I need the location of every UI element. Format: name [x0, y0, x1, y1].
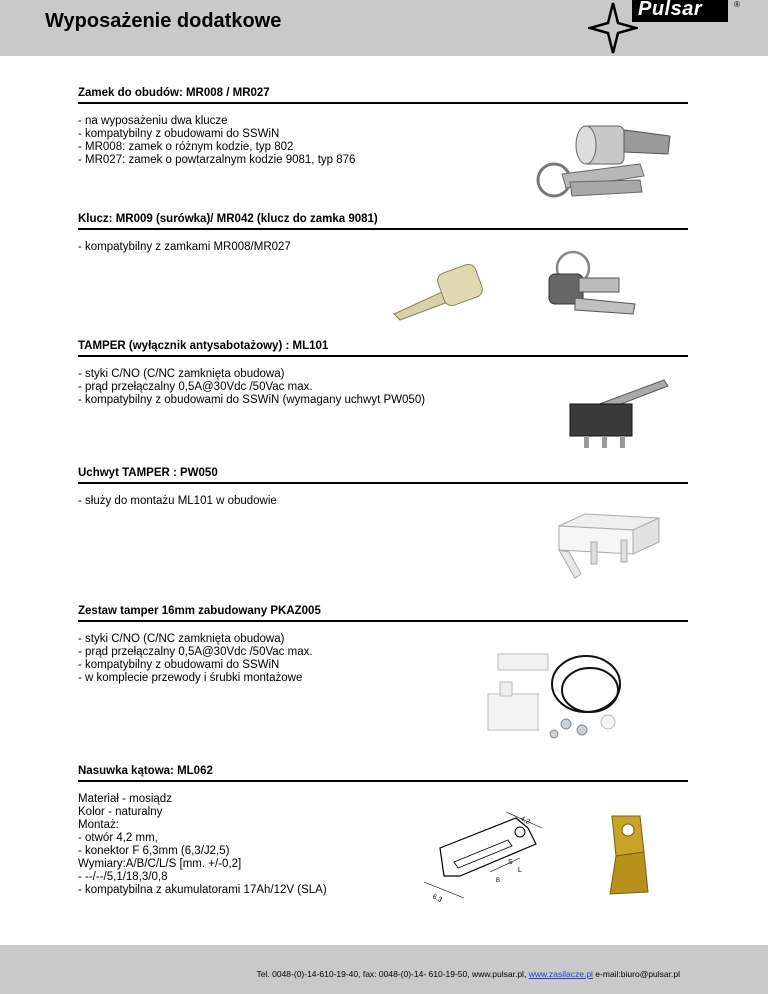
- page-footer: [0, 945, 768, 994]
- logo-registered-mark: ®: [734, 0, 740, 9]
- section-rule: [78, 620, 688, 622]
- section-line: - styki C/NO (C/NC zamknięta obudowa): [78, 368, 285, 380]
- section-line: - --/--/5,1/18,3/0,8: [78, 871, 168, 883]
- section-title: Nasuwka kątowa: ML062: [78, 765, 213, 777]
- blank-key-image: [390, 250, 490, 322]
- logo-text: Pulsar: [638, 0, 703, 20]
- dim-bottom-label: 6,3: [431, 893, 443, 904]
- footer-contact: [257, 969, 680, 979]
- section-line: - służy do montażu ML101 w obudowie: [78, 495, 277, 507]
- footer-text-before: Tel. 0048-(0)-14-610-19-40, fax: 0048-(0)-14- 610-19-50, www.pulsar.pl,: [256, 969, 529, 979]
- section-nasuwka: [78, 764, 688, 897]
- section-title: Zestaw tamper 16mm zabudowany PKAZ005: [78, 605, 321, 617]
- footer-website-link[interactable]: www.zasilacze.pl: [528, 969, 593, 979]
- section-line: Wymiary:A/B/C/L/S [mm. +/-0,2]: [78, 858, 242, 870]
- dim-top-label: 4,2: [519, 815, 531, 826]
- pulsar-logo: [588, 0, 768, 56]
- page-header: [0, 0, 768, 56]
- section-line: - kompatybilna z akumulatorami 17Ah/12V (SLA): [78, 884, 327, 896]
- section-rule: [78, 102, 688, 104]
- tamper-switch-image: [564, 376, 674, 456]
- dim-s-label: S: [508, 859, 513, 866]
- section-line: - kompatybilny z zamkami MR008/MR027: [78, 241, 291, 253]
- section-line: - w komplecie przewody i śrubki montażowe: [78, 672, 303, 684]
- section-line: - kompatybilny z obudowami do SSWiN: [78, 659, 280, 671]
- section-rule: [78, 482, 688, 484]
- section-line: - MR008: zamek o różnym kodzie, typ 802: [78, 141, 294, 153]
- section-line: - prąd przełączalny 0,5A@30Vdc /50Vac max.: [78, 646, 313, 658]
- section-rule: [78, 780, 688, 782]
- section-title: Zamek do obudów: MR008 / MR027: [78, 87, 270, 99]
- section-line: - kompatybilny z obudowami do SSWiN (wymagany uchwyt PW050): [78, 394, 426, 406]
- tamper-kit-image: [470, 638, 626, 744]
- tamper-holder-image: [555, 508, 665, 580]
- dim-l-label: L: [518, 867, 522, 874]
- page-title: Wyposażenie dodatkowe: [45, 10, 282, 32]
- section-rule: [78, 228, 688, 230]
- section-uchwyt: [78, 466, 688, 508]
- section-rule: [78, 355, 688, 357]
- footer-text-after: e-mail:biuro@pulsar.pl: [592, 969, 680, 979]
- section-title: Klucz: MR009 (surówka)/ MR042 (klucz do zamka 9081): [78, 213, 378, 225]
- section-line: Montaż:: [78, 819, 119, 831]
- section-line: Kolor - naturalny: [78, 806, 163, 818]
- dim-b-label: B: [496, 878, 501, 884]
- connector-drawing: [410, 806, 560, 906]
- section-line: Materiał - mosiądz: [78, 793, 172, 805]
- connector-photo: [602, 812, 654, 898]
- section-line: - MR027: zamek o powtarzalnym kodzie 9081, typ 876: [78, 154, 356, 166]
- section-line: - styki C/NO (C/NC zamknięta obudowa): [78, 633, 285, 645]
- lock-image: [520, 112, 690, 202]
- section-title: TAMPER (wyłącznik antysabotażowy) : ML101: [78, 340, 329, 352]
- section-title: Uchwyt TAMPER : PW050: [78, 467, 218, 479]
- section-line: - kompatybilny z obudowami do SSWiN: [78, 128, 280, 140]
- logo-star-icon: [588, 0, 638, 56]
- keys-image: [535, 248, 645, 324]
- section-line: - konektor F 6,3mm (6,3/J2,5): [78, 845, 230, 857]
- section-line: - prąd przełączalny 0,5A@30Vdc /50Vac max.: [78, 381, 313, 393]
- section-line: - na wyposażeniu dwa klucze: [78, 115, 228, 127]
- section-line: - otwór 4,2 mm,: [78, 832, 158, 844]
